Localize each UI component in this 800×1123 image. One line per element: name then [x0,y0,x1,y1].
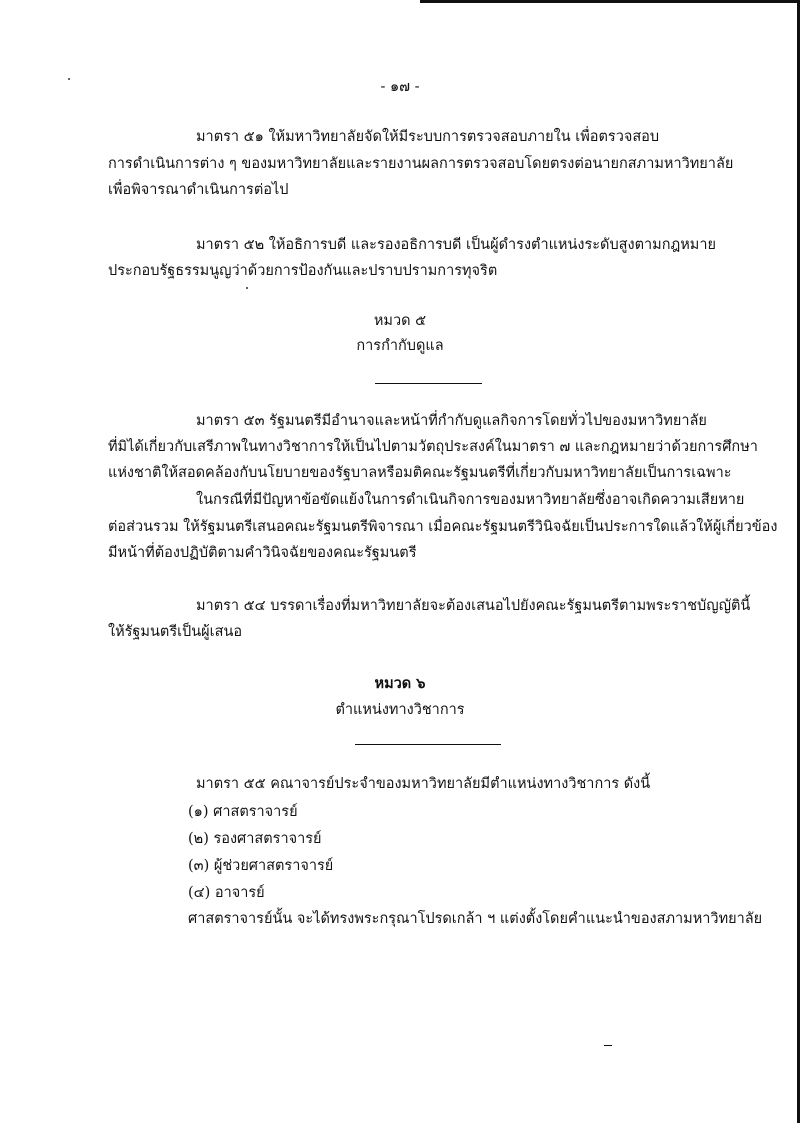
chapter5-divider [375,383,482,384]
sec54-line1: มาตรา ๕๔ บรรดาเรื่องที่มหาวิทยาลัยจะต้องเสนอไปยังคณะรัฐมนตรีตามพระราชบัญญัตินี้ [196,598,751,614]
sec51-line3: เพื่อพิจารณาดำเนินการต่อไป [108,182,289,198]
sec55-line1: มาตรา ๕๕ คณาจารย์ประจำของมหาวิทยาลัยมีตำแหน่งทางวิชาการ ดังนี้ [196,776,651,792]
sec53-line4: ในกรณีที่มีปัญหาข้อขัดแย้งในการดำเนินกิจการของมหาวิทยาลัยซึ่งอาจเกิดความเสียหาย [196,492,745,508]
sec51-line2: การดำเนินการต่าง ๆ ของมหาวิทยาลัยและรายงานผลการตรวจสอบโดยตรงต่อนายกสภามหาวิทยาลัย [108,156,734,172]
sec53-line1: มาตรา ๕๓ รัฐมนตรีมีอำนาจและหน้าที่กำกับดูแลกิจการโดยทั่วไปของมหาวิทยาลัย [196,413,707,429]
chapter5-heading: หมวด ๕ [373,313,427,329]
sec55-item: (๓) ผู้ช่วยศาสตราจารย์ [188,858,334,874]
chapter6-title: ตำแหน่งทางวิชาการ [335,702,465,718]
sec55-item: (๒) รองศาสตราจารย์ [188,831,322,847]
sec53-line2: ที่มิได้เกี่ยวกับเสรีภาพในทางวิชาการให้เป็นไปตามวัตถุประสงค์ในมาตรา ๗ และกฎหมายว่าด้วยการศึกษา [108,439,758,455]
chapter6-heading: หมวด ๖ [374,675,426,692]
sec53-line5: ต่อส่วนรวม ให้รัฐมนตรีเสนอคณะรัฐมนตรีพิจารณา เมื่อคณะรัฐมนตรีวินิจฉัยเป็นประการใดแล้วให้ผู้เกี่ยวข้อง [108,519,778,535]
sec54-line2: ให้รัฐมนตรีเป็นผู้เสนอ [108,624,243,640]
sec53-line6: มีหน้าที่ต้องปฏิบัติตามคำวินิจฉัยของคณะรัฐมนตรี [108,545,417,561]
scan-speck [246,287,248,289]
sec55-line-last: ศาสตราจารย์นั้น จะได้ทรงพระกรุณาโปรดเกล้า ฯ แต่งตั้งโดยคำแนะนำของสภามหาวิทยาลัย [188,911,763,927]
sec53-line3: แห่งชาติให้สอดคล้องกับนโยบายของรัฐบาลหรือมติคณะรัฐมนตรีที่เกี่ยวกับมหาวิทยาลัยเป็นการเฉพาะ [108,465,732,481]
sec52-line2: ประกอบรัฐธรรมนูญว่าด้วยการป้องกันและปราบปรามการทุจริต [108,263,498,279]
chapter6-divider [355,744,501,745]
scan-edge-top [420,0,800,3]
sec55-item: (๑) ศาสตราจารย์ [188,804,298,820]
scan-mark [604,1045,612,1046]
page-number: - ๑๗ - [380,79,420,95]
chapter5-title: การกำกับดูแล [356,338,444,354]
sec51-line1: มาตรา ๕๑ ให้มหาวิทยาลัยจัดให้มีระบบการตรวจสอบภายใน เพื่อตรวจสอบ [196,129,660,145]
sec55-item: (๔) อาจารย์ [188,885,265,901]
sec52-line1: มาตรา ๕๒ ให้อธิการบดี และรองอธิการบดี เป็นผู้ดำรงตำแหน่งระดับสูงตามกฎหมาย [196,237,716,253]
